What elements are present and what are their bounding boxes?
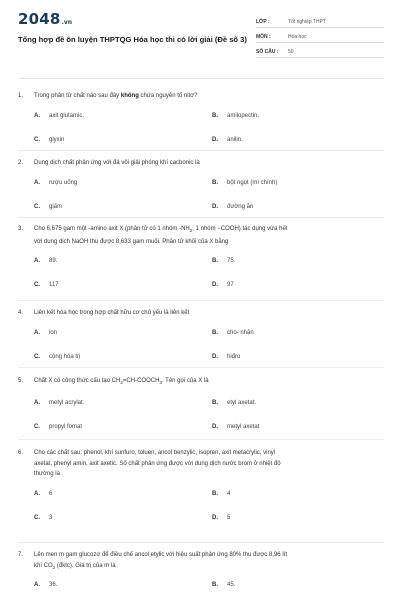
option-d[interactable]	[212, 423, 259, 432]
option-b[interactable]	[212, 581, 235, 590]
option-letter: B.	[212, 329, 218, 336]
stem-part: Cho các chất sau: phenol, khí sunfuro, toluen, ancol benzylic, isopren, axit metacrylic, vinyl	[34, 450, 276, 456]
stem-part: Cho 6,675 gam một -amino axit X (phân tử có 1 nhóm -NH	[34, 226, 190, 232]
exam-header	[18, 10, 384, 66]
option-a[interactable]	[34, 581, 57, 590]
option-text: giấm	[49, 203, 63, 210]
question-1	[18, 91, 384, 156]
option-text: amilopectin.	[227, 112, 260, 119]
option-letter: A.	[34, 179, 40, 186]
option-letter: D.	[212, 282, 218, 289]
option-letter: C.	[34, 282, 40, 289]
option-letter: A.	[34, 399, 40, 406]
option-text: đường ăn	[227, 203, 254, 210]
option-letter: C.	[34, 423, 40, 430]
meta-key: MÔN :	[256, 34, 271, 40]
stem-part: =CH-COOCH	[122, 378, 160, 384]
option-letter: A.	[34, 258, 40, 265]
question-stem	[18, 448, 384, 480]
option-text: 89.	[49, 258, 58, 265]
option-text: rượu uống	[49, 179, 78, 186]
question-stem	[18, 91, 384, 102]
option-a[interactable]	[34, 490, 52, 499]
option-text: propyl fomat	[49, 423, 83, 430]
answer-options	[18, 490, 384, 534]
stem-part: ; 1 nhóm −COOH) tác dụng vừa hết	[192, 226, 288, 232]
logo-text: 2048	[18, 10, 61, 28]
stem-part: Trong phân tử chất nào sau đây	[34, 93, 121, 99]
meta-value: Tốt nghiệp THPT	[288, 19, 326, 25]
option-text: glyxin	[49, 136, 65, 143]
option-letter: C.	[34, 353, 40, 360]
option-text: 4	[227, 490, 231, 497]
question-7	[18, 550, 384, 593]
question-number: 4.	[18, 310, 24, 316]
question-divider	[18, 217, 384, 218]
question-number: 7.	[18, 552, 24, 558]
option-letter: D.	[212, 203, 218, 210]
option-letter: D.	[212, 353, 218, 360]
option-a[interactable]	[34, 257, 57, 266]
question-6	[18, 448, 384, 534]
option-text: cho- nhận	[227, 329, 254, 336]
option-text: 5	[227, 514, 231, 521]
option-b[interactable]	[212, 399, 256, 408]
option-b[interactable]	[212, 112, 259, 121]
option-text: cộng hóa trị	[49, 353, 81, 360]
question-text	[34, 224, 384, 247]
option-letter: A.	[34, 490, 40, 497]
option-text: ion	[49, 329, 58, 336]
stem-subscript: 2	[52, 564, 56, 570]
site-logo[interactable]	[18, 10, 72, 28]
option-d[interactable]	[212, 353, 240, 362]
stem-subscript: 2	[120, 380, 123, 386]
option-b[interactable]	[212, 179, 277, 188]
option-c[interactable]	[34, 423, 82, 432]
option-letter: C.	[34, 514, 40, 521]
meta-value: Hóa học	[288, 34, 307, 40]
option-b[interactable]	[212, 490, 230, 499]
question-text	[34, 91, 384, 102]
answer-options	[18, 257, 384, 301]
option-letter: B.	[212, 490, 218, 497]
stem-part: axetat, phenyl amin, axit axetic. Số chất phản ứng được với dung dịch nước brom ở nhiệt độ	[34, 460, 281, 467]
stem-part: chứa nguyên tố nitơ?	[138, 93, 198, 99]
stem-part: với dung dịch NaOH thu được 8,633 gam muối. Phân tử khối của X bằng	[34, 238, 229, 245]
question-divider	[18, 150, 384, 151]
option-letter: C.	[34, 136, 40, 143]
option-c[interactable]	[34, 281, 59, 290]
answer-options	[18, 581, 384, 593]
answer-options	[18, 329, 384, 373]
question-stem	[18, 376, 384, 389]
stem-part: khí CO	[34, 562, 53, 569]
option-a[interactable]	[34, 329, 57, 338]
option-c[interactable]	[34, 136, 64, 145]
question-3	[18, 224, 384, 301]
stem-part: Chất X có công thức cấu tạo CH	[34, 378, 121, 384]
option-text: hiđro	[227, 353, 241, 360]
question-text: Dung dịch chất phản ứng với đá vôi giải phóng khí cacbonic là	[34, 160, 200, 166]
option-d[interactable]	[212, 136, 243, 145]
header-divider	[18, 78, 384, 79]
option-letter: B.	[212, 582, 218, 589]
option-letter: D.	[212, 136, 218, 143]
option-text: 45.	[227, 582, 236, 589]
option-a[interactable]	[34, 399, 84, 408]
question-number: 1.	[18, 93, 24, 99]
option-text: etyl axetat.	[227, 399, 257, 406]
option-d[interactable]	[212, 281, 234, 290]
option-b[interactable]	[212, 257, 235, 266]
option-text: anilin.	[227, 136, 243, 143]
exam-meta	[256, 13, 384, 58]
question-stem	[18, 224, 384, 247]
logo-tld: .vn	[61, 19, 73, 26]
meta-grade	[256, 13, 384, 28]
question-divider	[18, 300, 384, 301]
meta-subject	[256, 28, 384, 43]
question-divider	[18, 439, 384, 440]
question-number: 3.	[18, 226, 24, 232]
option-letter: A.	[34, 329, 40, 336]
question-text	[34, 448, 384, 480]
option-text: 117	[49, 282, 59, 289]
answer-options	[18, 179, 384, 223]
option-b[interactable]	[212, 329, 254, 338]
option-text: metyl acrylat.	[49, 399, 85, 406]
meta-key: SỐ CÂU :	[256, 49, 279, 55]
question-text	[34, 550, 384, 573]
option-letter: D.	[212, 514, 218, 521]
question-4	[18, 308, 384, 373]
option-c[interactable]	[34, 353, 80, 362]
option-text: 6	[49, 490, 53, 497]
option-d[interactable]	[212, 203, 253, 212]
question-number: 2.	[18, 160, 24, 166]
option-text: 97	[227, 282, 234, 289]
meta-key: LỚP :	[256, 19, 270, 25]
option-letter: B.	[212, 179, 218, 186]
question-divider	[18, 542, 384, 543]
option-text: bột ngọt (mì chính)	[227, 179, 278, 186]
stem-part: thường là	[34, 471, 60, 477]
stem-emphasis: không	[120, 93, 139, 99]
stem-part: (đktc). Giá trị của m là	[55, 562, 116, 569]
option-letter: D.	[212, 423, 218, 430]
question-2	[18, 158, 384, 223]
option-letter: B.	[212, 399, 218, 406]
option-text: 36.	[49, 582, 58, 589]
option-c[interactable]	[34, 514, 52, 523]
answer-options	[18, 399, 384, 443]
option-d[interactable]	[212, 514, 230, 523]
option-text: axit glutamic.	[49, 112, 85, 119]
option-c[interactable]	[34, 203, 62, 212]
question-stem	[18, 158, 384, 169]
question-text	[34, 376, 384, 389]
option-letter: A.	[34, 582, 40, 589]
option-text: 3	[49, 514, 53, 521]
stem-part: Lên men m gam glucozơ để điều chế ancol etylic với hiệu suất phản ứng 80% thu được 8,96 lít	[34, 552, 287, 558]
stem-subscript: 3	[159, 380, 162, 386]
question-number: 6.	[18, 450, 24, 456]
stem-part: . Tên gọi của X là	[161, 378, 209, 384]
exam-title: Tổng hợp đề ôn luyện THPTQG Hóa học thi có lời giải (Đề số 3)	[18, 35, 247, 44]
question-stem	[18, 550, 384, 573]
option-letter: A.	[34, 112, 40, 119]
stem-subscript: 2	[189, 228, 193, 234]
answer-options	[18, 112, 384, 156]
question-number: 5.	[18, 378, 24, 384]
option-text: 75.	[227, 258, 236, 265]
option-text: metyl axetat	[227, 423, 260, 430]
question-5	[18, 376, 384, 443]
option-a[interactable]	[34, 179, 77, 188]
meta-question-count	[256, 43, 384, 58]
question-divider	[18, 367, 384, 368]
exam-page	[18, 10, 384, 589]
option-letter: B.	[212, 258, 218, 265]
option-letter: B.	[212, 112, 218, 119]
option-letter: C.	[34, 203, 40, 210]
question-stem	[18, 308, 384, 319]
option-a[interactable]	[34, 112, 84, 121]
question-text: Liên kết hóa học trong hợp chất hữu cơ chủ yếu là liên kết	[34, 310, 190, 316]
meta-value: 50	[288, 49, 294, 55]
